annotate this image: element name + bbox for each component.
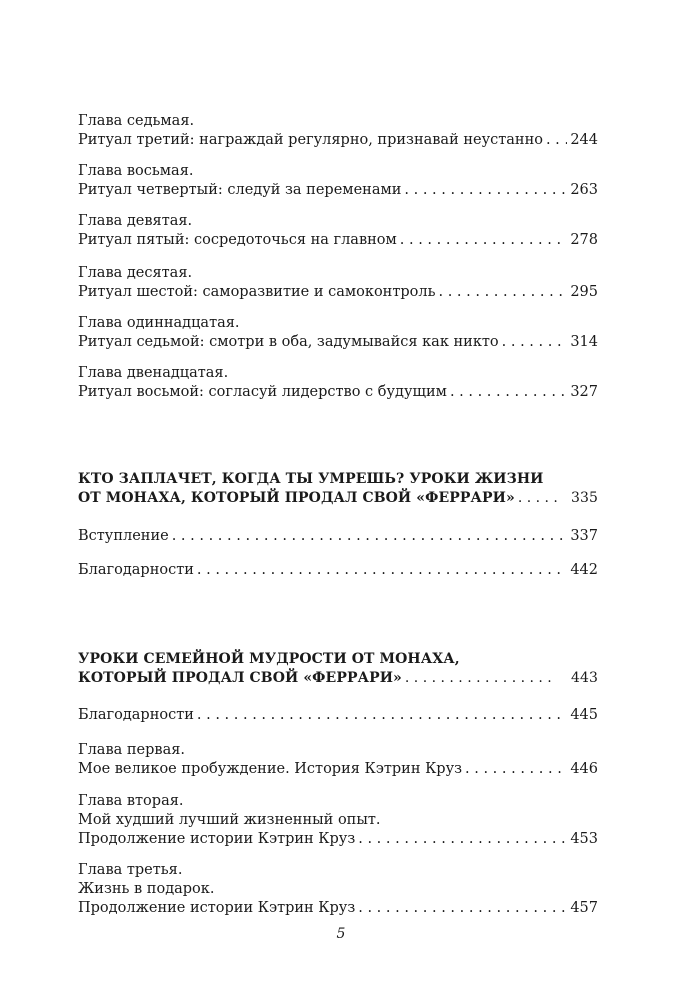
entry-title: Благодарности <box>78 562 194 578</box>
chapter-label: Глава третья. <box>78 862 183 878</box>
book-heading <box>78 470 598 508</box>
book-heading <box>78 650 598 688</box>
page-ref: 442 <box>570 562 598 578</box>
dot-leader <box>197 706 567 725</box>
entry-subtitle: Жизнь в подарок. <box>78 881 215 897</box>
page-ref: 335 <box>570 490 598 506</box>
toc-line <box>78 231 598 250</box>
toc-line <box>78 333 598 352</box>
entry-title: Ритуал третий: награждай регулярно, признавай неустанно <box>78 132 543 148</box>
dot-leader <box>358 830 567 849</box>
toc-line <box>78 669 598 688</box>
chapter-label: Глава одиннадцатая. <box>78 315 240 331</box>
chapter-label: Глава первая. <box>78 742 185 758</box>
page-ref: 327 <box>570 384 598 400</box>
toc-line <box>78 283 598 302</box>
dot-leader <box>400 231 568 250</box>
dot-leader <box>450 383 567 402</box>
toc-entry <box>78 792 598 849</box>
toc-line <box>78 527 598 546</box>
toc-line <box>78 830 598 849</box>
dot-leader <box>404 181 567 200</box>
entry-title: Ритуал восьмой: согласуй лидерство с будущим <box>78 384 447 400</box>
dot-leader <box>465 760 567 779</box>
heading-line: УРОКИ СЕМЕЙНОЙ МУДРОСТИ ОТ МОНАХА, <box>78 651 460 667</box>
page-ref: 314 <box>570 334 598 350</box>
chapter-label: Глава седьмая. <box>78 113 195 129</box>
toc-line <box>78 899 598 918</box>
chapter-label: Глава вторая. <box>78 793 184 809</box>
entry-title: Ритуал четвертый: следуй за переменами <box>78 182 402 198</box>
toc-line <box>78 489 598 508</box>
dot-leader <box>197 561 567 580</box>
heading-line: КТО ЗАПЛАЧЕТ, КОГДА ТЫ УМРЕШЬ? УРОКИ ЖИЗНИ <box>78 471 544 487</box>
toc-line <box>78 760 598 779</box>
page-ref: 445 <box>570 707 598 723</box>
toc-entry <box>78 561 598 580</box>
dot-leader <box>172 527 568 546</box>
entry-title: Вступление <box>78 528 169 544</box>
dot-leader <box>439 283 568 302</box>
page-ref: 443 <box>570 670 598 686</box>
dot-leader <box>405 669 557 688</box>
chapter-label: Глава девятая. <box>78 213 193 229</box>
toc-entry <box>78 162 598 200</box>
dot-leader <box>502 333 568 352</box>
page-number: 5 <box>336 926 346 942</box>
toc-line <box>78 706 598 725</box>
heading-line: КОТОРЫЙ ПРОДАЛ СВОЙ «ФЕРРАРИ» <box>78 670 402 686</box>
page-ref: 295 <box>570 284 598 300</box>
dot-leader <box>546 131 567 150</box>
dot-leader <box>358 899 567 918</box>
toc-entry <box>78 706 598 725</box>
chapter-label: Глава десятая. <box>78 265 193 281</box>
page-ref: 453 <box>570 831 598 847</box>
page-ref: 446 <box>570 761 598 777</box>
page-ref: 244 <box>570 132 598 148</box>
toc-entry <box>78 861 598 918</box>
page-ref: 278 <box>570 232 598 248</box>
toc-line <box>78 383 598 402</box>
entry-subtitle: Мой худший лучший жизненный опыт. <box>78 812 381 828</box>
toc-entry <box>78 112 598 150</box>
toc-entry <box>78 741 598 779</box>
entry-title: Мое великое пробуждение. История Кэтрин Круз <box>78 761 463 777</box>
toc-entry <box>78 527 598 546</box>
toc-entry <box>78 314 598 352</box>
entry-title: Ритуал пятый: сосредоточься на главном <box>78 232 397 248</box>
toc-line <box>78 561 598 580</box>
entry-title: Благодарности <box>78 707 194 723</box>
page-ref: 337 <box>570 528 598 544</box>
entry-title: Ритуал седьмой: смотри в оба, задумывайся как никто <box>78 334 499 350</box>
toc-line <box>78 181 598 200</box>
entry-title: Продолжение истории Кэтрин Круз <box>78 831 356 847</box>
dot-leader <box>518 489 557 508</box>
toc-line <box>78 131 598 150</box>
page-ref: 457 <box>570 900 598 916</box>
toc-entry <box>78 212 598 250</box>
chapter-label: Глава восьмая. <box>78 163 194 179</box>
page-ref: 263 <box>570 182 598 198</box>
toc-entry <box>78 264 598 302</box>
entry-title: Продолжение истории Кэтрин Круз <box>78 900 356 916</box>
chapter-label: Глава двенадцатая. <box>78 365 229 381</box>
entry-title: Ритуал шестой: саморазвитие и самоконтроль <box>78 284 436 300</box>
heading-line: ОТ МОНАХА, КОТОРЫЙ ПРОДАЛ СВОЙ «ФЕРРАРИ» <box>78 490 515 506</box>
toc-entry <box>78 364 598 402</box>
